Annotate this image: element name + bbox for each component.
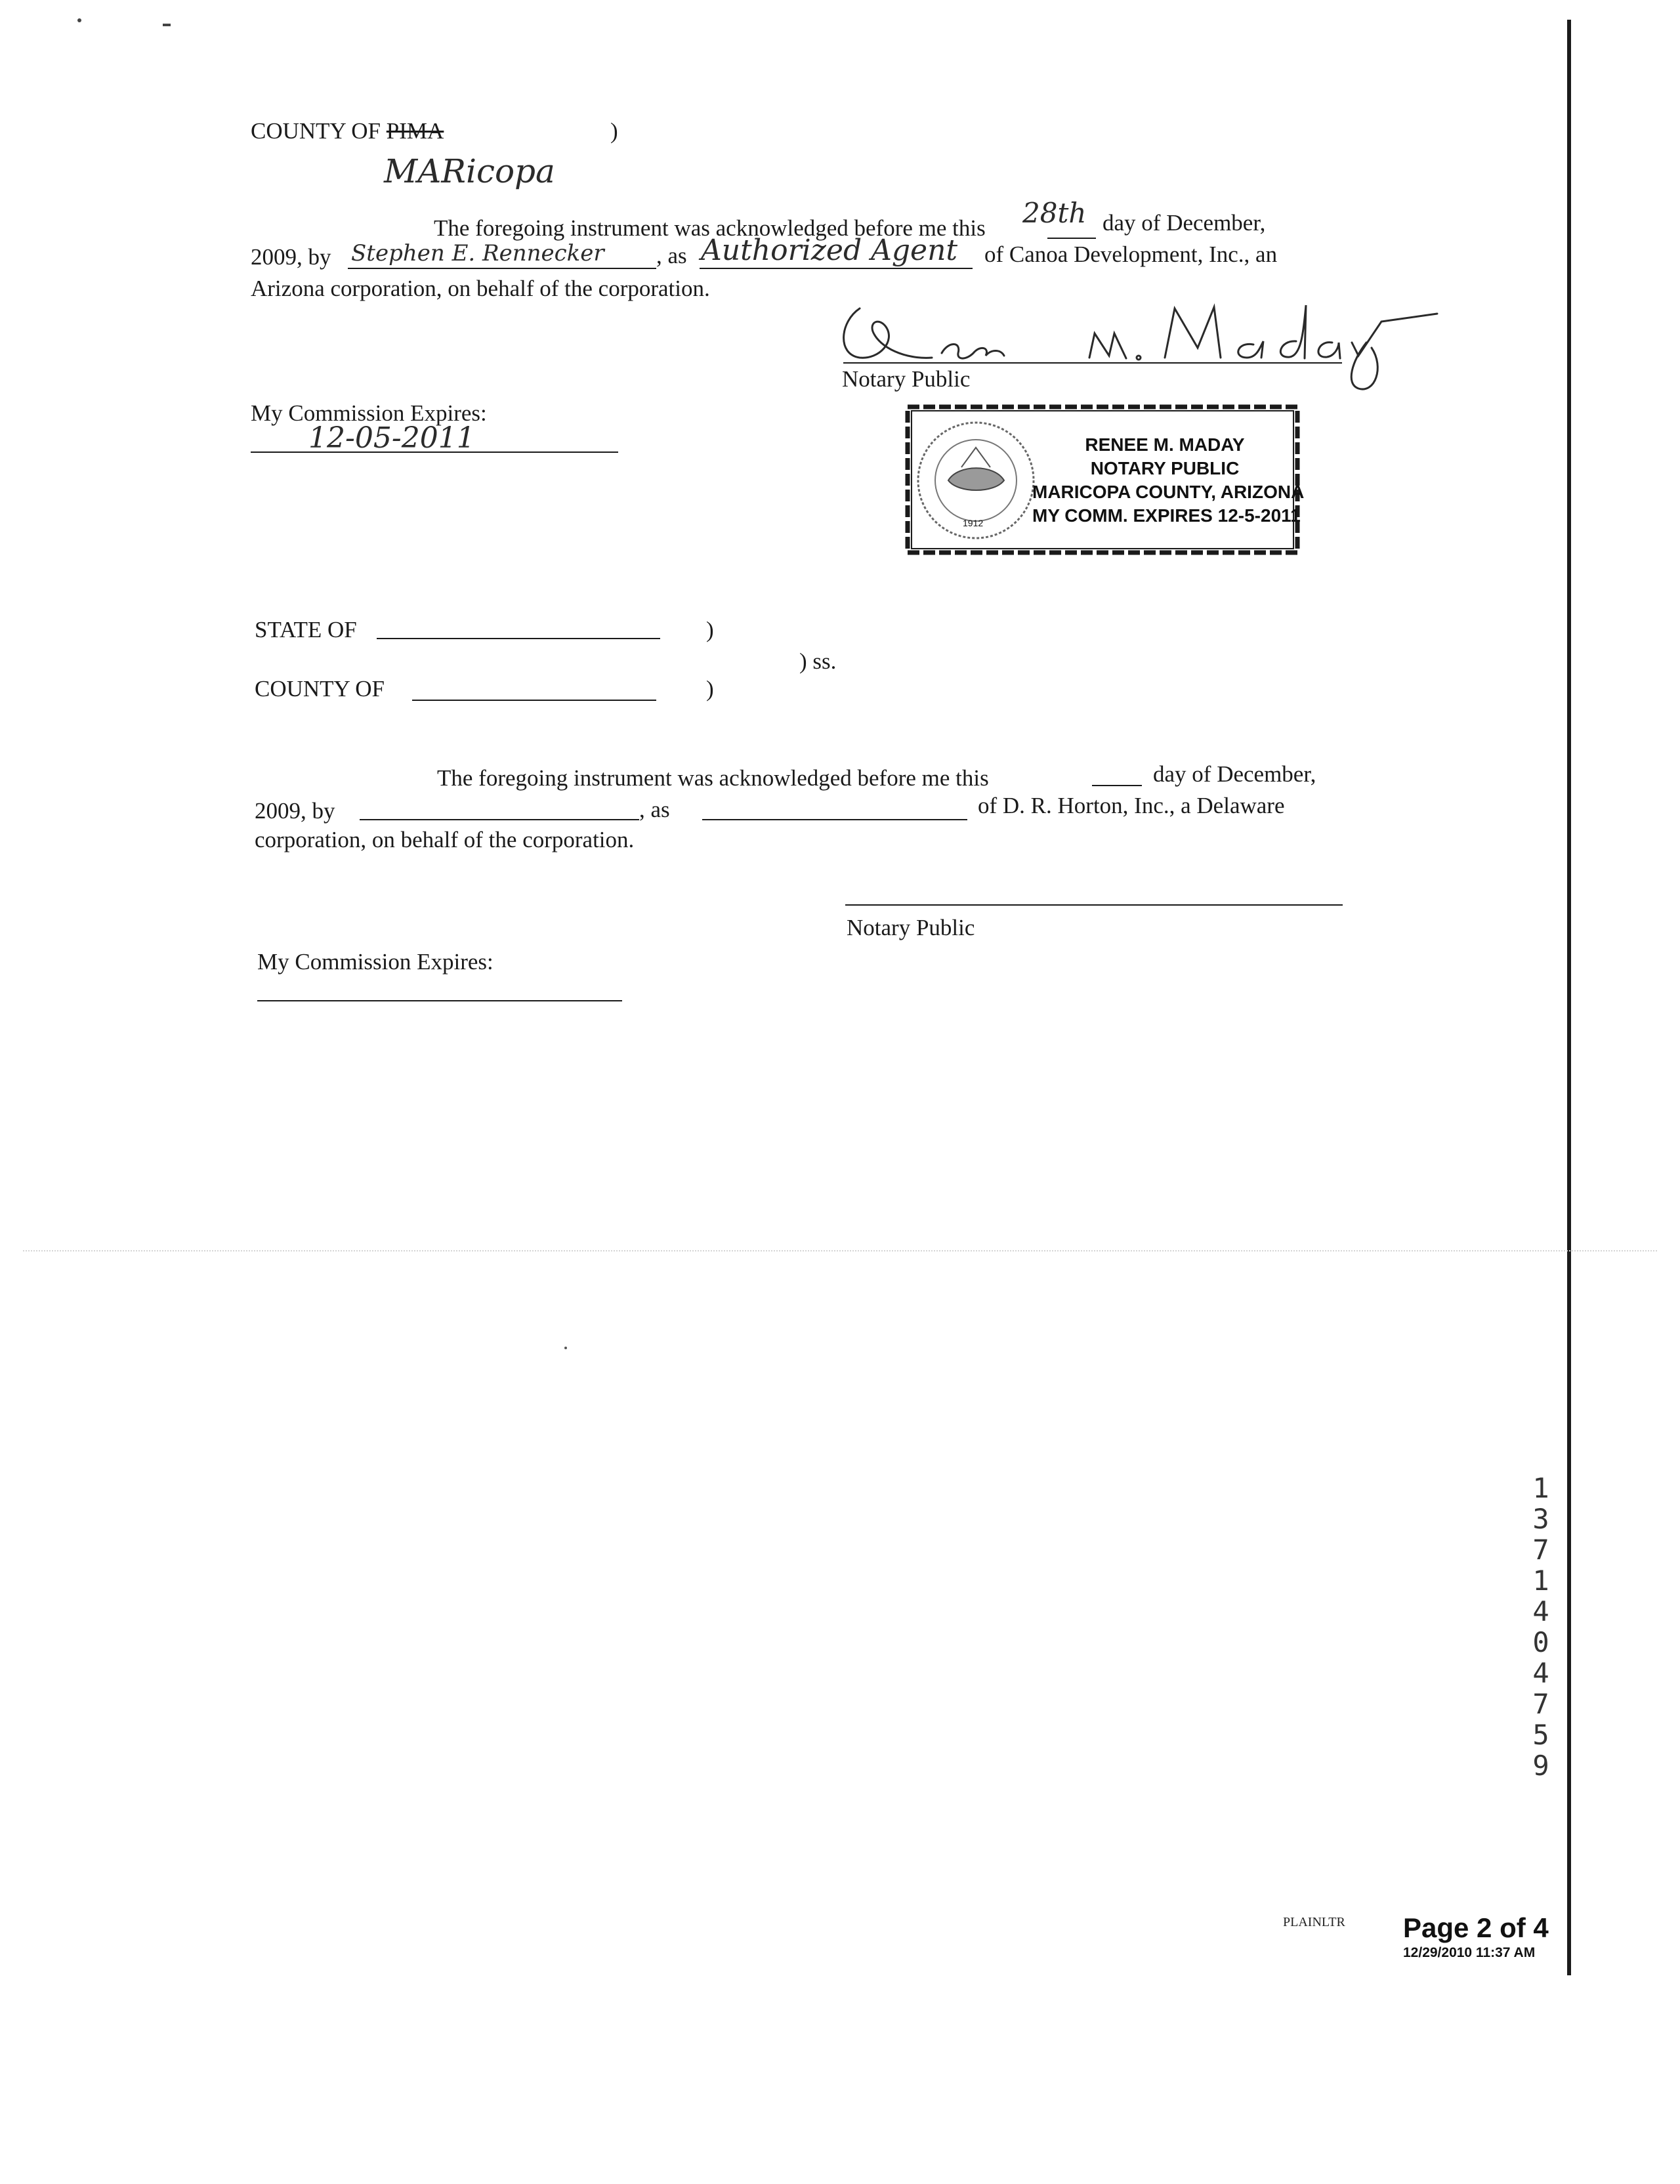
ack-name-handwritten: Stephen E. Rennecker bbox=[351, 240, 604, 266]
stamp-name: RENEE M. MADAY bbox=[1085, 434, 1245, 455]
form-code: PLAINLTR bbox=[1283, 1915, 1345, 1929]
recording-number-text: 1 3 7 1 4 0 4 7 5 9 bbox=[1532, 1472, 1549, 1782]
print-timestamp: 12/29/2010 11:37 AM bbox=[1403, 1945, 1536, 1960]
ack-year-by: 2009, by bbox=[251, 244, 331, 270]
ack2-text-line1-end: day of December, bbox=[1153, 761, 1316, 787]
ack-day-line bbox=[1047, 238, 1096, 239]
state-line bbox=[377, 638, 660, 639]
ack-text-line1: The foregoing instrument was acknowledged before me this bbox=[434, 215, 986, 241]
commission-date-handwritten: 12-05-2011 bbox=[308, 421, 475, 455]
county-paren: ) bbox=[610, 118, 618, 144]
ack-text-line1-end: day of December, bbox=[1102, 210, 1266, 236]
county-label-2: COUNTY OF bbox=[255, 676, 385, 702]
notary-label-1: Notary Public bbox=[842, 366, 971, 392]
county-handwritten: MARicopa bbox=[384, 152, 555, 190]
ack2-day-line bbox=[1092, 785, 1142, 786]
state-paren: ) bbox=[706, 617, 714, 642]
ack-name-line bbox=[348, 268, 656, 269]
ack2-text-line3: corporation, on behalf of the corporation. bbox=[255, 827, 635, 852]
stamp-seal-year: 1912 bbox=[963, 518, 984, 528]
commission-line-2 bbox=[257, 1000, 622, 1001]
ack-as: , as bbox=[656, 243, 687, 268]
commission-label-1: My Commission Expires: bbox=[251, 400, 487, 426]
state-label: STATE OF bbox=[255, 617, 357, 642]
page-number: Page 2 of 4 bbox=[1403, 1912, 1549, 1943]
ack2-of-company: of D. R. Horton, Inc., a Delaware bbox=[978, 793, 1285, 818]
ack2-name-line bbox=[360, 819, 639, 820]
ack2-text-line1: The foregoing instrument was acknowledged before me this bbox=[437, 765, 989, 791]
stamp-title: NOTARY PUBLIC bbox=[1090, 458, 1240, 478]
ack-of-company: of Canoa Development, Inc., an bbox=[984, 242, 1278, 267]
ack2-as: , as bbox=[639, 797, 670, 822]
ack-title-handwritten: Authorized Agent bbox=[701, 234, 958, 267]
recording-number bbox=[1521, 1411, 1561, 1812]
commission-line-1 bbox=[251, 452, 618, 453]
county-struck-text: PIMA bbox=[386, 118, 444, 144]
stamp-border-mark bbox=[902, 402, 1303, 558]
scan-edge-rule bbox=[1567, 20, 1571, 1975]
ss-label: ) ss. bbox=[799, 648, 837, 674]
ack2-title-line bbox=[702, 819, 967, 820]
notary-signature-line-2 bbox=[845, 904, 1343, 906]
ack-day-handwritten: 28th bbox=[1022, 197, 1087, 229]
county-paren-2: ) bbox=[706, 676, 714, 702]
scan-speck bbox=[564, 1347, 567, 1349]
notary-label-2: Notary Public bbox=[847, 915, 975, 940]
ack2-year-by: 2009, by bbox=[255, 798, 335, 824]
page-fold-line bbox=[23, 1250, 1657, 1251]
county-line-2 bbox=[412, 700, 656, 701]
ack-text-line3: Arizona corporation, on behalf of the corporation. bbox=[251, 276, 710, 301]
ack-title-line bbox=[700, 268, 973, 269]
scan-speck bbox=[163, 24, 171, 26]
county-label: COUNTY OF PIMA bbox=[251, 118, 444, 144]
scan-speck bbox=[77, 18, 81, 22]
stamp-county: MARICOPA COUNTY, ARIZONA bbox=[1032, 482, 1305, 502]
notary-signature-line-1 bbox=[843, 362, 1342, 364]
notary-stamp bbox=[902, 402, 1303, 558]
stamp-expires: MY COMM. EXPIRES 12-5-2011 bbox=[1032, 505, 1301, 526]
commission-label-2: My Commission Expires: bbox=[257, 949, 494, 975]
